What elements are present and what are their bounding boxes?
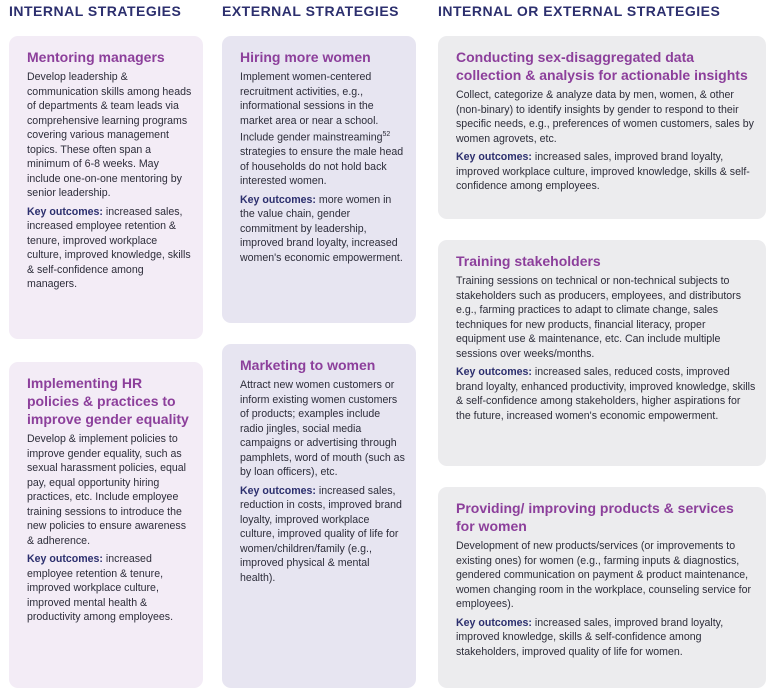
card-products-services [438,487,766,688]
outcome-label: Key outcomes: [27,553,103,565]
outcome-label: Key outcomes: [240,193,316,206]
card-outcomes [240,484,406,586]
outcome-text: increased sales, improved brand loyalty, improved workplace culture, improved knowledge, skills & self-confidence among employees. [456,151,750,192]
card-outcomes [456,150,756,194]
outcome-text: increased sales, increased employee retention & tenure, improved workplace culture, improved knowledge, skills & self-confidence among managers. [27,205,191,290]
outcome-label: Key outcomes: [240,484,316,497]
card-description: Attract new women customers or inform existing women customers of products; examples include radio jingles, social media campaigns or advertising through pamphlets, word of mouth (such as by loan officers), etc. [240,379,405,478]
outcome-text: increased sales, reduced costs, improved brand loyalty, enhanced productivity, improved knowledge, skills & self-confidence among stakeholders, higher aspirations for the future, increased women's economic empowerment. [456,366,756,422]
card-outcomes [27,205,193,292]
card-hiring-more-women [222,36,416,323]
outcome-text: increased sales, reduction in costs, improved brand loyalty, improved workplace culture, improved quality of life for women/children/family (e.g., improved physical & mental health). [240,484,402,584]
card-outcomes [240,193,406,266]
card-training-stakeholders [438,240,766,466]
card-title: Providing/ improving products & services for women [456,500,734,534]
card-hr-policies [9,362,203,688]
card-title: Implementing HR policies & practices to improve gender equality [27,375,189,427]
card-description: Collect, categorize & analyze data by men, women, & other (non-binary) to identify insights by gender to respond to their specific needs, e.g., preferences of women customers, sales by women agrovets, etc. [456,89,754,145]
description-part-1: Implement women-centered recruitment activities, e.g., informational sessions in the market area or near a school. Include gender mainstreaming [240,71,383,144]
outcome-text: increased employee retention & tenure, improved workplace culture, improved mental health & productivity among employees. [27,553,174,623]
column-header-both: INTERNAL OR EXTERNAL STRATEGIES [438,3,721,19]
card-outcomes [456,616,756,660]
card-title: Mentoring managers [27,49,165,65]
column-header-external: EXTERNAL STRATEGIES [222,3,400,19]
card-title: Conducting sex-disaggregated data collection & analysis for actionable insights [456,49,748,83]
footnote-marker: 52 [382,131,391,138]
column-header-internal: INTERNAL STRATEGIES [9,3,182,19]
outcome-label: Key outcomes: [456,366,532,378]
card-outcomes [27,552,193,625]
card-data-collection [438,36,766,219]
outcome-text: increased sales, improved brand loyalty, improved knowledge, skills & self-confidence among stakeholders, improved quality of life for women. [456,616,724,658]
card-outcomes [456,365,756,423]
outcome-label: Key outcomes: [456,151,532,163]
card-mentoring-managers [9,36,203,339]
card-description: Training sessions on technical or non-technical subjects to stakeholders such as producers, employees, and distributors e.g., farming practices to adapt to climate change, sales techniques for new products, financial literacy, proper equipment use & maintenance, etc. Can include multiple sessions over weeks/months. [456,275,742,360]
card-marketing-to-women [222,344,416,688]
outcome-label: Key outcomes: [456,616,532,629]
card-description [240,70,406,189]
card-description: Develop & implement policies to improve gender equality, such as sexual harassment policies, equal pay, equal opportunity hiring practices, etc. Include employee training sessions to introduce the new policies to ensure awareness & adherence. [27,433,186,547]
card-title: Training stakeholders [456,253,601,269]
outcome-text: more women in the value chain, gender commitment by leadership, improved brand loyalty, increased women's economic empowerment. [240,193,403,264]
card-description: Develop leadership & communication skills among heads of departments & team leads via comprehensive learning programs covering various management topics. These often span a minimum of 6-8 weeks. May include one-on-one mentoring by senior leadership. [27,71,192,199]
card-description: Development of new products/services (or improvements to existing ones) for women (e.g., farming inputs & diagnostics, gendered communication on payment & product maintenance, women changing room in the workplace, counseling service for employees). [456,540,752,610]
description-part-2: strategies to ensure the male head of households do not hold back interested women. [240,146,404,188]
card-title: Marketing to women [240,357,376,373]
outcome-label: Key outcomes: [27,205,103,218]
card-title: Hiring more women [240,49,371,65]
